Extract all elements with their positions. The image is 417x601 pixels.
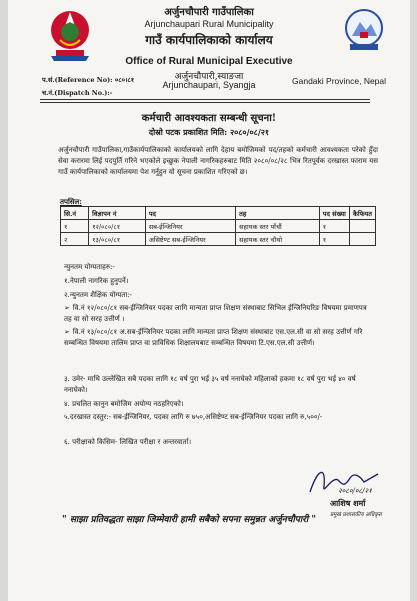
signature-date: २०८०/०८/२१ [338, 487, 372, 495]
table-cell: १ [319, 220, 349, 233]
table-cell: सब-ईन्जिनियर [145, 220, 235, 233]
qualification-subitem-text: वि.नं १२/०८०/८१ सब-ईन्जिनियर पदका लागि मान्यता प्राप्त शिक्षण संस्थाबाट सिभिल ईन्जिनियरिङ विषयमा प्रमाणपत्र तह वा सो सरह उत्तीर्ण । [64, 304, 367, 323]
qualification-item: ६. परीक्षाको किसिम- लिखित परीक्षा र अन्तरवार्ता। [64, 438, 192, 446]
table-cell: १ [319, 233, 349, 246]
qualification-item: ३. उमेर- माथि उल्लेखित सबै पदका लागि १८ वर्ष पुरा भई ३५ वर्ष ननाघेको महिलाको हकमा १८ वर्ष पुरा भई ४० वर्ष ननाघेको। [64, 375, 356, 394]
qualification-item: २.न्युनतम शैक्षिक योग्यता:- [64, 291, 132, 299]
arrow-bullet-icon: ➢ [64, 304, 70, 312]
footer-slogan: " साझा प्रतिवद्धता साझा जिम्मेवारी हामी सबैको सपना समुन्नत अर्जुनचौपारी " [62, 515, 317, 525]
notice-title: कर्मचारी आवश्यकता सम्बन्धी सूचना! [141, 113, 277, 124]
table-cell: सहायक स्तर चौथो [236, 233, 320, 246]
signatory-name: आशिष शर्मा [330, 498, 366, 508]
municipality-name-en: Arjunchaupari Rural Municipality [144, 19, 274, 29]
details-label: तपसिल: [60, 197, 82, 206]
table-header-cell: विज्ञापन नं [89, 207, 146, 220]
qualification-item: १.नेपाली नागरिक हुनुपर्ने। [64, 277, 129, 285]
qualification-subitem [64, 303, 376, 325]
table-cell [349, 220, 375, 233]
address-en: Arjunchaupari, Syangja [162, 80, 256, 90]
arrow-bullet-icon: ➢ [64, 328, 70, 336]
qualification-subitem-text: वि.नं १३/०८०/८१ अ.सब-ईन्जिनियर पदका लागि मान्यता प्राप्त शिक्षण संस्थाबाट एस.एल.सी वा सो सरह उत्तीर्ण गरि सम्बन्धित विषयमा तालिम प्राप्त वा प्राविधिक शिक्षालयबाट सम्बन्धित विषयमा टि.एस.एल.सी उत्तीर्ण। [64, 328, 363, 347]
reference-number [42, 75, 134, 84]
province-name: Gandaki Province, Nepal [292, 76, 387, 86]
address-np: अर्जुनचौपारी,स्याङजा [174, 72, 244, 82]
table-cell: १२/०८०/८१ [89, 220, 146, 233]
table-row [61, 220, 376, 233]
table-header-cell: पद [145, 207, 235, 220]
table-header-cell: तह [236, 207, 320, 220]
document-page [8, 0, 410, 601]
table-header-cell: सि.नं [61, 207, 89, 220]
qualification-item: ५.दरखास्त दस्तुर:- सब-ईन्जिनियर, पदका लागि रु ७५०,असिष्टेण्ट सब-ईन्जिनियर पदका लागि रु,५००/- [64, 413, 323, 421]
table-cell: १ [61, 220, 89, 233]
table-header-row [61, 207, 376, 220]
notice-subtitle: दोस्रो पटक प्रकाशित मिति: २०८०/०८/२१ [148, 127, 270, 137]
signatory-role: प्रमुख प्रशासकीय अधिकृत [330, 512, 382, 518]
table-row [61, 233, 376, 246]
reference-value: ०८०।८१ [114, 76, 135, 84]
office-name-np: गाउँ कार्यपालिकाको कार्यालय [145, 33, 273, 47]
qualification-subitem [64, 327, 376, 349]
dispatch-number: च.नं.(Dispatch No.):- [42, 89, 113, 97]
office-name-en: Office of Rural Municipal Executive [125, 56, 293, 67]
table-cell: १३/०८०/८१ [89, 233, 146, 246]
table-cell [349, 233, 375, 246]
table-header-cell: कैफियत [349, 207, 375, 220]
table-cell: असिष्टेण्ट सब-ईन्जिनियर [145, 233, 235, 246]
reference-label: प.सं.(Reference No): [42, 76, 113, 84]
header-divider [40, 99, 370, 100]
table-header-cell: पद संख्या [319, 207, 349, 220]
notice-intro: अर्जुनचौपारी गाउँपालिका,गाउँकार्यपालिकाको कार्यालयको लागि देहाय बमोजिमको पद/तहको कर्मचारी आवश्यकता परेको हुँदा सेवा करारमा लिई पदपुर्ति गरिने भएकोले इच्छुक नेपाली नागरिकहरुबाट मिति २०८०/०८/२८ भित्र रितपूर्वक दरखास्त फाराम यस गाउँ कार्यपालिकाको कार्यालयमा पेश गर्नुहुन यो सूचना प्रकाशित गरिएको छ। [58, 146, 378, 176]
municipality-name-np: अर्जुनचौपारी गाउँपालिका [164, 7, 254, 18]
vacancy-table [60, 206, 376, 246]
header-divider-thin [40, 102, 370, 103]
table-cell: २ [61, 233, 89, 246]
table-cell: सहायक स्तर पाँचौं [236, 220, 320, 233]
qualification-item: ४. प्रचलित कानुन बमोजिम अयोग्य नठहरिएको। [64, 400, 184, 408]
qualifications-heading: न्युनतम योग्यताहरु:- [64, 263, 115, 271]
